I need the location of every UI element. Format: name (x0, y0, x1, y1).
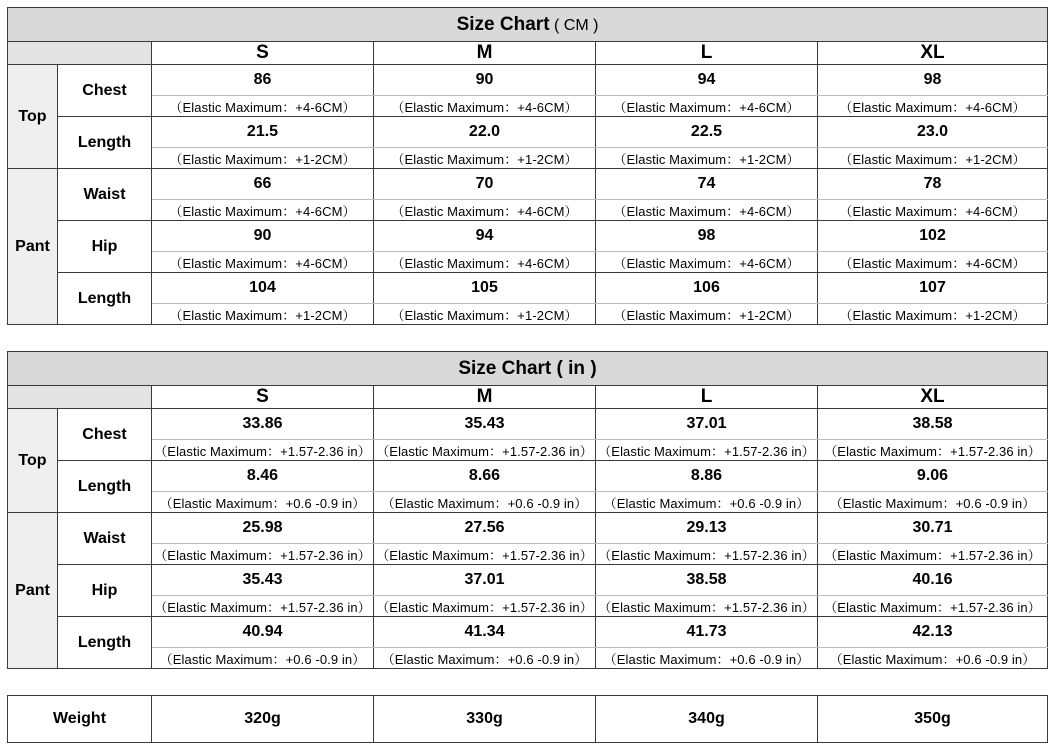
group-top: Top (8, 65, 58, 169)
elastic-note: （Elastic Maximum：+1.57-2.36 in） (152, 440, 374, 461)
value-cell: 27.56 (374, 513, 596, 544)
elastic-note: （Elastic Maximum：+1.57-2.36 in） (818, 596, 1048, 617)
value-cell: 90 (152, 221, 374, 252)
value-cell: 41.73 (596, 617, 818, 648)
measure-length: Length (58, 461, 152, 513)
value-cell: 8.86 (596, 461, 818, 492)
value-cell: 98 (596, 221, 818, 252)
header-blank (8, 386, 152, 409)
unit-text: ( CM ) (553, 16, 599, 34)
elastic-note: （Elastic Maximum：+4-6CM） (374, 252, 596, 273)
elastic-note: （Elastic Maximum：+4-6CM） (152, 252, 374, 273)
measure-length: Length (58, 617, 152, 669)
value-cell: 98 (818, 65, 1048, 96)
value-cell: 86 (152, 65, 374, 96)
elastic-note: （Elastic Maximum：+1-2CM） (374, 148, 596, 169)
size-header-l: L (596, 42, 818, 65)
elastic-note: （Elastic Maximum：+0.6 -0.9 in） (596, 648, 818, 669)
value-cell: 21.5 (152, 117, 374, 148)
measure-length: Length (58, 117, 152, 169)
value-cell: 42.13 (818, 617, 1048, 648)
group-pant: Pant (8, 513, 58, 669)
weight-value-m: 330g (374, 696, 596, 743)
value-cell: 22.0 (374, 117, 596, 148)
elastic-note: （Elastic Maximum：+1-2CM） (818, 304, 1048, 325)
elastic-note: （Elastic Maximum：+0.6 -0.9 in） (152, 648, 374, 669)
measure-hip: Hip (58, 565, 152, 617)
size-chart-cm-table (7, 7, 1048, 325)
size-header-s: S (152, 386, 374, 409)
value-cell: 22.5 (596, 117, 818, 148)
value-cell: 104 (152, 273, 374, 304)
header-blank (8, 42, 152, 65)
elastic-note: （Elastic Maximum：+1.57-2.36 in） (596, 596, 818, 617)
unit-text: ( in ) (556, 357, 597, 379)
elastic-note: （Elastic Maximum：+1.57-2.36 in） (152, 544, 374, 565)
value-cell: 94 (374, 221, 596, 252)
elastic-note: （Elastic Maximum：+0.6 -0.9 in） (818, 648, 1048, 669)
elastic-note: （Elastic Maximum：+4-6CM） (374, 96, 596, 117)
size-header-xl: XL (818, 42, 1048, 65)
elastic-note: （Elastic Maximum：+1.57-2.36 in） (374, 544, 596, 565)
elastic-note: （Elastic Maximum：+1.57-2.36 in） (596, 544, 818, 565)
elastic-note: （Elastic Maximum：+0.6 -0.9 in） (152, 492, 374, 513)
size-header-xl: XL (818, 386, 1048, 409)
size-chart-cm-title (8, 8, 1048, 42)
value-cell: 37.01 (374, 565, 596, 596)
elastic-note: （Elastic Maximum：+0.6 -0.9 in） (818, 492, 1048, 513)
measure-length: Length (58, 273, 152, 325)
elastic-note: （Elastic Maximum：+4-6CM） (596, 200, 818, 221)
value-cell: 38.58 (818, 409, 1048, 440)
elastic-note: （Elastic Maximum：+4-6CM） (818, 252, 1048, 273)
value-cell: 37.01 (596, 409, 818, 440)
measure-waist: Waist (58, 169, 152, 221)
group-top: Top (8, 409, 58, 513)
weight-table (7, 695, 1048, 743)
title-text: Size Chart (456, 13, 550, 35)
value-cell: 35.43 (152, 565, 374, 596)
size-chart-inch-table (7, 351, 1048, 669)
weight-value-s: 320g (152, 696, 374, 743)
value-cell: 66 (152, 169, 374, 200)
elastic-note: （Elastic Maximum：+4-6CM） (596, 96, 818, 117)
elastic-note: （Elastic Maximum：+4-6CM） (152, 200, 374, 221)
value-cell: 78 (818, 169, 1048, 200)
value-cell: 38.58 (596, 565, 818, 596)
value-cell: 40.94 (152, 617, 374, 648)
value-cell: 40.16 (818, 565, 1048, 596)
elastic-note: （Elastic Maximum：+1.57-2.36 in） (818, 544, 1048, 565)
elastic-note: （Elastic Maximum：+1.57-2.36 in） (152, 596, 374, 617)
size-header-m: M (374, 386, 596, 409)
elastic-note: （Elastic Maximum：+1-2CM） (374, 304, 596, 325)
elastic-note: （Elastic Maximum：+4-6CM） (818, 200, 1048, 221)
elastic-note: （Elastic Maximum：+1-2CM） (152, 304, 374, 325)
value-cell: 102 (818, 221, 1048, 252)
value-cell: 25.98 (152, 513, 374, 544)
weight-value-l: 340g (596, 696, 818, 743)
value-cell: 9.06 (818, 461, 1048, 492)
elastic-note: （Elastic Maximum：+0.6 -0.9 in） (596, 492, 818, 513)
elastic-note: （Elastic Maximum：+1-2CM） (596, 304, 818, 325)
group-pant: Pant (8, 169, 58, 325)
value-cell: 8.66 (374, 461, 596, 492)
value-cell: 106 (596, 273, 818, 304)
elastic-note: （Elastic Maximum：+4-6CM） (374, 200, 596, 221)
value-cell: 29.13 (596, 513, 818, 544)
elastic-note: （Elastic Maximum：+1.57-2.36 in） (374, 596, 596, 617)
value-cell: 33.86 (152, 409, 374, 440)
value-cell: 105 (374, 273, 596, 304)
value-cell: 41.34 (374, 617, 596, 648)
value-cell: 74 (596, 169, 818, 200)
elastic-note: （Elastic Maximum：+1.57-2.36 in） (596, 440, 818, 461)
measure-waist: Waist (58, 513, 152, 565)
size-chart-inch-title (8, 352, 1048, 386)
measure-hip: Hip (58, 221, 152, 273)
size-header-l: L (596, 386, 818, 409)
elastic-note: （Elastic Maximum：+1-2CM） (152, 148, 374, 169)
elastic-note: （Elastic Maximum：+1.57-2.36 in） (374, 440, 596, 461)
value-cell: 90 (374, 65, 596, 96)
elastic-note: （Elastic Maximum：+1-2CM） (818, 148, 1048, 169)
elastic-note: （Elastic Maximum：+0.6 -0.9 in） (374, 648, 596, 669)
weight-label: Weight (8, 696, 152, 743)
measure-chest: Chest (58, 65, 152, 117)
value-cell: 35.43 (374, 409, 596, 440)
value-cell: 8.46 (152, 461, 374, 492)
elastic-note: （Elastic Maximum：+4-6CM） (152, 96, 374, 117)
value-cell: 70 (374, 169, 596, 200)
value-cell: 30.71 (818, 513, 1048, 544)
value-cell: 107 (818, 273, 1048, 304)
size-header-s: S (152, 42, 374, 65)
value-cell: 23.0 (818, 117, 1048, 148)
weight-value-xl: 350g (818, 696, 1048, 743)
elastic-note: （Elastic Maximum：+1.57-2.36 in） (818, 440, 1048, 461)
elastic-note: （Elastic Maximum：+4-6CM） (596, 252, 818, 273)
elastic-note: （Elastic Maximum：+0.6 -0.9 in） (374, 492, 596, 513)
elastic-note: （Elastic Maximum：+4-6CM） (818, 96, 1048, 117)
value-cell: 94 (596, 65, 818, 96)
size-header-m: M (374, 42, 596, 65)
measure-chest: Chest (58, 409, 152, 461)
title-text: Size Chart (458, 357, 552, 379)
elastic-note: （Elastic Maximum：+1-2CM） (596, 148, 818, 169)
